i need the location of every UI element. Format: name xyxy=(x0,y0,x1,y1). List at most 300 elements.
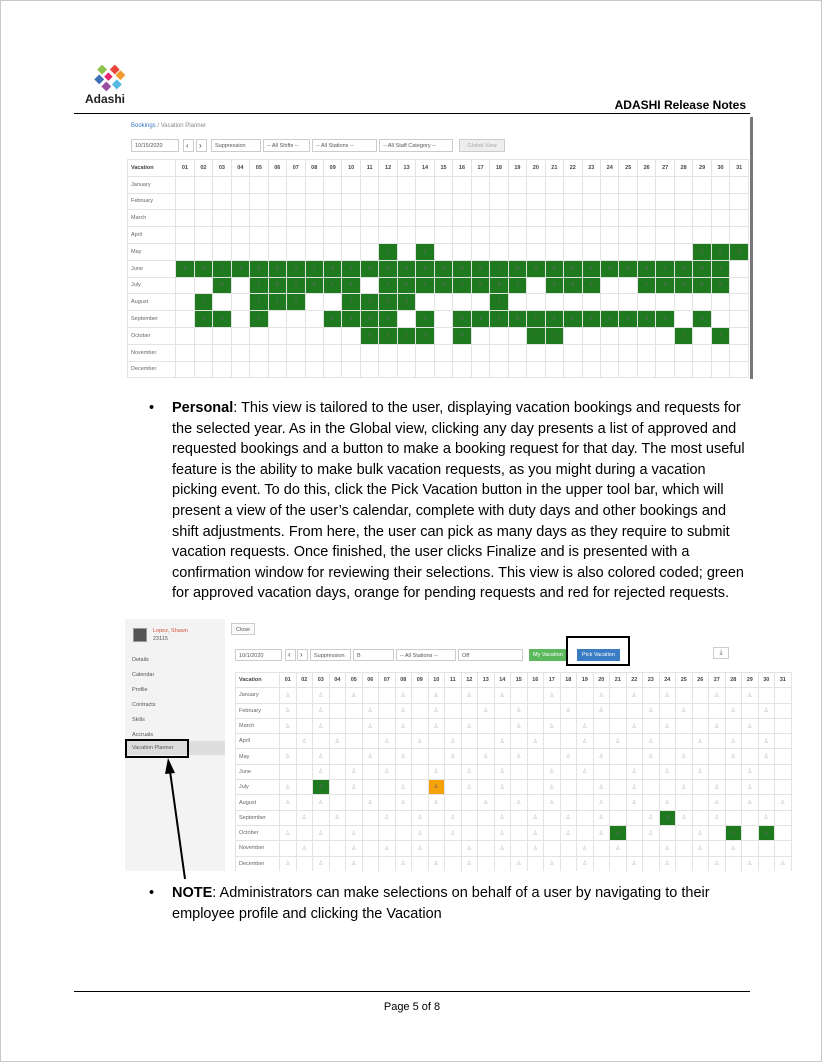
day-cell[interactable] xyxy=(626,749,643,764)
day-cell[interactable] xyxy=(379,795,396,810)
day-cell[interactable] xyxy=(560,841,577,856)
booking-count-cell[interactable]: 8 xyxy=(564,277,582,294)
booking-count-cell[interactable]: 1 xyxy=(656,260,674,277)
day-cell[interactable] xyxy=(453,344,471,361)
duty-day-cell[interactable] xyxy=(643,749,660,764)
day-cell[interactable] xyxy=(511,810,528,825)
booking-count-cell[interactable]: 3 xyxy=(342,294,360,311)
day-cell[interactable] xyxy=(490,210,508,227)
day-cell[interactable] xyxy=(527,856,544,871)
booking-count-cell[interactable]: 1 xyxy=(508,277,526,294)
day-cell[interactable] xyxy=(434,193,452,210)
day-cell[interactable] xyxy=(379,176,397,193)
day-cell[interactable] xyxy=(619,227,637,244)
duty-day-cell[interactable] xyxy=(659,856,676,871)
day-cell[interactable] xyxy=(445,795,462,810)
day-cell[interactable] xyxy=(428,810,445,825)
duty-day-cell[interactable] xyxy=(313,703,330,718)
booking-count-cell[interactable]: 8 xyxy=(545,260,563,277)
day-cell[interactable] xyxy=(323,294,341,311)
status-select[interactable]: Off xyxy=(458,649,523,661)
day-cell[interactable] xyxy=(360,277,378,294)
day-cell[interactable] xyxy=(711,193,729,210)
day-cell[interactable] xyxy=(412,688,429,703)
day-cell[interactable] xyxy=(626,841,643,856)
day-cell[interactable] xyxy=(619,327,637,344)
day-cell[interactable] xyxy=(416,227,434,244)
day-cell[interactable] xyxy=(693,294,711,311)
booking-count-cell[interactable]: 1 xyxy=(416,277,434,294)
day-cell[interactable] xyxy=(619,210,637,227)
day-cell[interactable] xyxy=(527,344,545,361)
day-cell[interactable] xyxy=(692,703,709,718)
day-cell[interactable] xyxy=(268,243,286,260)
booking-count-cell[interactable]: 1 xyxy=(250,311,268,328)
day-cell[interactable] xyxy=(397,344,415,361)
day-cell[interactable] xyxy=(637,193,655,210)
day-cell[interactable] xyxy=(296,856,313,871)
booking-count-cell[interactable]: 4 xyxy=(416,260,434,277)
duty-day-cell[interactable] xyxy=(560,749,577,764)
day-cell[interactable] xyxy=(176,210,194,227)
day-cell[interactable] xyxy=(709,825,726,840)
day-cell[interactable] xyxy=(471,344,489,361)
day-cell[interactable] xyxy=(471,327,489,344)
duty-day-cell[interactable] xyxy=(659,841,676,856)
day-cell[interactable] xyxy=(560,718,577,733)
booking-count-cell[interactable]: 2 xyxy=(213,277,231,294)
day-cell[interactable] xyxy=(342,227,360,244)
duty-day-cell[interactable] xyxy=(494,780,511,795)
booking-count-cell[interactable]: 1 xyxy=(527,327,545,344)
day-cell[interactable] xyxy=(471,294,489,311)
day-cell[interactable] xyxy=(582,176,600,193)
day-cell[interactable] xyxy=(397,361,415,378)
day-cell[interactable] xyxy=(323,193,341,210)
duty-day-cell[interactable] xyxy=(643,825,660,840)
day-cell[interactable] xyxy=(610,718,627,733)
day-cell[interactable] xyxy=(412,749,429,764)
shift-select[interactable]: B xyxy=(353,649,394,661)
day-cell[interactable] xyxy=(676,795,693,810)
day-cell[interactable] xyxy=(490,344,508,361)
duty-day-cell[interactable] xyxy=(511,718,528,733)
day-cell[interactable] xyxy=(643,764,660,779)
day-cell[interactable] xyxy=(323,344,341,361)
booking-count-cell[interactable]: 2 xyxy=(416,243,434,260)
day-cell[interactable] xyxy=(428,841,445,856)
day-cell[interactable] xyxy=(379,780,396,795)
day-cell[interactable] xyxy=(527,243,545,260)
day-cell[interactable] xyxy=(280,810,297,825)
day-cell[interactable] xyxy=(360,227,378,244)
day-cell[interactable] xyxy=(360,193,378,210)
duty-day-cell[interactable] xyxy=(626,795,643,810)
booking-count-cell[interactable]: 3 xyxy=(453,311,471,328)
booking-count-cell[interactable]: 9 xyxy=(527,260,545,277)
day-cell[interactable] xyxy=(416,176,434,193)
day-cell[interactable] xyxy=(527,361,545,378)
duty-day-cell[interactable] xyxy=(593,780,610,795)
booking-count-cell[interactable]: 4 xyxy=(674,277,692,294)
booking-count-cell[interactable]: 3 xyxy=(194,260,212,277)
day-cell[interactable] xyxy=(544,734,561,749)
day-cell[interactable] xyxy=(478,825,495,840)
day-cell[interactable] xyxy=(508,176,526,193)
day-cell[interactable] xyxy=(445,780,462,795)
booking-count-cell[interactable]: 3 xyxy=(434,277,452,294)
day-cell[interactable] xyxy=(342,361,360,378)
day-cell[interactable] xyxy=(656,327,674,344)
day-cell[interactable] xyxy=(577,780,594,795)
duty-day-cell[interactable] xyxy=(742,764,759,779)
duty-day-cell[interactable] xyxy=(346,856,363,871)
duty-day-cell[interactable] xyxy=(577,718,594,733)
day-cell[interactable] xyxy=(544,810,561,825)
day-cell[interactable] xyxy=(346,718,363,733)
day-cell[interactable] xyxy=(176,176,194,193)
day-cell[interactable] xyxy=(494,749,511,764)
day-cell[interactable] xyxy=(362,688,379,703)
day-cell[interactable] xyxy=(379,210,397,227)
day-cell[interactable] xyxy=(280,841,297,856)
day-cell[interactable] xyxy=(305,193,323,210)
day-cell[interactable] xyxy=(453,210,471,227)
day-cell[interactable] xyxy=(176,311,194,328)
day-cell[interactable] xyxy=(176,193,194,210)
day-cell[interactable] xyxy=(194,277,212,294)
day-cell[interactable] xyxy=(412,795,429,810)
day-cell[interactable] xyxy=(637,361,655,378)
day-cell[interactable] xyxy=(711,294,729,311)
booking-count-cell[interactable]: 3 xyxy=(231,260,249,277)
day-cell[interactable] xyxy=(360,176,378,193)
day-cell[interactable] xyxy=(379,193,397,210)
day-cell[interactable] xyxy=(416,210,434,227)
day-cell[interactable] xyxy=(676,688,693,703)
day-cell[interactable] xyxy=(453,361,471,378)
day-cell[interactable] xyxy=(527,749,544,764)
pick-vacation-button[interactable]: Pick Vacation xyxy=(577,649,620,661)
day-cell[interactable] xyxy=(711,227,729,244)
day-cell[interactable] xyxy=(313,810,330,825)
stations-select[interactable]: -- All Stations -- xyxy=(396,649,456,661)
duty-day-cell[interactable] xyxy=(659,764,676,779)
day-cell[interactable] xyxy=(643,688,660,703)
day-cell[interactable] xyxy=(643,841,660,856)
day-cell[interactable] xyxy=(287,327,305,344)
day-cell[interactable] xyxy=(742,825,759,840)
duty-day-cell[interactable] xyxy=(709,718,726,733)
duty-day-cell[interactable] xyxy=(478,749,495,764)
day-cell[interactable] xyxy=(490,361,508,378)
approved-vacation-cell[interactable] xyxy=(725,825,742,840)
booking-count-cell[interactable]: 3 xyxy=(287,294,305,311)
duty-day-cell[interactable] xyxy=(544,780,561,795)
duty-day-cell[interactable] xyxy=(346,825,363,840)
day-cell[interactable] xyxy=(564,327,582,344)
day-cell[interactable] xyxy=(659,734,676,749)
day-cell[interactable] xyxy=(577,688,594,703)
day-cell[interactable] xyxy=(478,780,495,795)
day-cell[interactable] xyxy=(656,344,674,361)
day-cell[interactable] xyxy=(362,780,379,795)
duty-day-cell[interactable] xyxy=(659,718,676,733)
day-cell[interactable] xyxy=(601,210,619,227)
booking-count-cell[interactable]: 1 xyxy=(305,260,323,277)
day-cell[interactable] xyxy=(692,688,709,703)
day-cell[interactable] xyxy=(342,210,360,227)
duty-day-cell[interactable] xyxy=(313,825,330,840)
duty-day-cell[interactable] xyxy=(412,734,429,749)
duty-day-cell[interactable] xyxy=(280,749,297,764)
booking-count-cell[interactable]: 3 xyxy=(582,311,600,328)
day-cell[interactable] xyxy=(527,795,544,810)
duty-day-cell[interactable] xyxy=(379,764,396,779)
duty-day-cell[interactable] xyxy=(445,734,462,749)
booking-count-cell[interactable]: 1 xyxy=(545,311,563,328)
day-cell[interactable] xyxy=(758,841,775,856)
day-cell[interactable] xyxy=(577,810,594,825)
day-cell[interactable] xyxy=(329,703,346,718)
day-cell[interactable] xyxy=(461,810,478,825)
day-cell[interactable] xyxy=(412,780,429,795)
day-cell[interactable] xyxy=(194,193,212,210)
date-input[interactable]: 10/1/2020 xyxy=(235,649,282,661)
duty-day-cell[interactable] xyxy=(280,856,297,871)
day-cell[interactable] xyxy=(730,327,749,344)
booking-count-cell[interactable]: 6 xyxy=(434,260,452,277)
day-cell[interactable] xyxy=(453,193,471,210)
booking-count-cell[interactable]: 2 xyxy=(601,260,619,277)
day-cell[interactable] xyxy=(434,294,452,311)
duty-day-cell[interactable] xyxy=(412,841,429,856)
pending-request-cell[interactable] xyxy=(428,780,445,795)
booking-count-cell[interactable]: 1 xyxy=(564,311,582,328)
duty-day-cell[interactable] xyxy=(692,764,709,779)
day-cell[interactable] xyxy=(379,825,396,840)
day-cell[interactable] xyxy=(527,294,545,311)
day-cell[interactable] xyxy=(775,841,792,856)
day-cell[interactable] xyxy=(775,810,792,825)
type-select[interactable]: Suppression xyxy=(310,649,351,661)
day-cell[interactable] xyxy=(730,210,749,227)
day-cell[interactable] xyxy=(268,344,286,361)
day-cell[interactable] xyxy=(610,764,627,779)
day-cell[interactable] xyxy=(725,718,742,733)
shifts-select[interactable]: -- All Shifts -- xyxy=(263,139,310,152)
day-cell[interactable] xyxy=(610,780,627,795)
duty-day-cell[interactable] xyxy=(577,734,594,749)
day-cell[interactable] xyxy=(296,688,313,703)
duty-day-cell[interactable] xyxy=(643,734,660,749)
duty-day-cell[interactable] xyxy=(280,688,297,703)
duty-day-cell[interactable] xyxy=(659,795,676,810)
day-cell[interactable] xyxy=(545,193,563,210)
duty-day-cell[interactable] xyxy=(593,825,610,840)
day-cell[interactable] xyxy=(231,327,249,344)
day-cell[interactable] xyxy=(545,294,563,311)
day-cell[interactable] xyxy=(305,210,323,227)
day-cell[interactable] xyxy=(564,294,582,311)
day-cell[interactable] xyxy=(619,243,637,260)
day-cell[interactable] xyxy=(637,210,655,227)
day-cell[interactable] xyxy=(601,193,619,210)
day-cell[interactable] xyxy=(527,227,545,244)
day-cell[interactable] xyxy=(692,856,709,871)
duty-day-cell[interactable] xyxy=(709,688,726,703)
day-cell[interactable] xyxy=(775,688,792,703)
day-cell[interactable] xyxy=(360,361,378,378)
booking-count-cell[interactable]: 5 xyxy=(397,277,415,294)
day-cell[interactable] xyxy=(231,311,249,328)
day-cell[interactable] xyxy=(395,841,412,856)
day-cell[interactable] xyxy=(490,176,508,193)
sidebar-item-profile[interactable]: Profile xyxy=(132,687,148,693)
day-cell[interactable] xyxy=(305,176,323,193)
day-cell[interactable] xyxy=(643,780,660,795)
duty-day-cell[interactable] xyxy=(428,856,445,871)
booking-count-cell[interactable]: 1 xyxy=(471,311,489,328)
day-cell[interactable] xyxy=(250,361,268,378)
day-cell[interactable] xyxy=(268,176,286,193)
day-cell[interactable] xyxy=(397,210,415,227)
booking-count-cell[interactable]: 2 xyxy=(416,327,434,344)
day-cell[interactable] xyxy=(659,825,676,840)
day-cell[interactable] xyxy=(471,227,489,244)
day-cell[interactable] xyxy=(643,795,660,810)
duty-day-cell[interactable] xyxy=(725,703,742,718)
day-cell[interactable] xyxy=(725,795,742,810)
day-cell[interactable] xyxy=(610,749,627,764)
day-cell[interactable] xyxy=(674,243,692,260)
day-cell[interactable] xyxy=(544,825,561,840)
day-cell[interactable] xyxy=(674,311,692,328)
day-cell[interactable] xyxy=(711,176,729,193)
duty-day-cell[interactable] xyxy=(709,795,726,810)
day-cell[interactable] xyxy=(296,780,313,795)
duty-day-cell[interactable] xyxy=(395,749,412,764)
duty-day-cell[interactable] xyxy=(280,703,297,718)
day-cell[interactable] xyxy=(674,344,692,361)
day-cell[interactable] xyxy=(626,810,643,825)
duty-day-cell[interactable] xyxy=(511,856,528,871)
duty-day-cell[interactable] xyxy=(313,856,330,871)
day-cell[interactable] xyxy=(582,344,600,361)
day-cell[interactable] xyxy=(268,327,286,344)
duty-day-cell[interactable] xyxy=(742,856,759,871)
booking-count-cell[interactable]: 5 xyxy=(711,277,729,294)
day-cell[interactable] xyxy=(730,294,749,311)
duty-day-cell[interactable] xyxy=(758,703,775,718)
booking-count-cell[interactable]: 7 xyxy=(213,260,231,277)
day-cell[interactable] xyxy=(305,327,323,344)
booking-count-cell[interactable]: 2 xyxy=(360,327,378,344)
duty-day-cell[interactable] xyxy=(725,841,742,856)
day-cell[interactable] xyxy=(742,734,759,749)
day-cell[interactable] xyxy=(346,810,363,825)
duty-day-cell[interactable] xyxy=(494,688,511,703)
day-cell[interactable] xyxy=(434,210,452,227)
duty-day-cell[interactable] xyxy=(544,718,561,733)
day-cell[interactable] xyxy=(329,749,346,764)
day-cell[interactable] xyxy=(693,193,711,210)
duty-day-cell[interactable] xyxy=(296,841,313,856)
day-cell[interactable] xyxy=(775,718,792,733)
day-cell[interactable] xyxy=(176,327,194,344)
day-cell[interactable] xyxy=(176,361,194,378)
duty-day-cell[interactable] xyxy=(313,764,330,779)
duty-day-cell[interactable] xyxy=(313,795,330,810)
day-cell[interactable] xyxy=(194,327,212,344)
day-cell[interactable] xyxy=(360,243,378,260)
staff-category-select[interactable]: -- All Staff Category -- xyxy=(379,139,453,152)
day-cell[interactable] xyxy=(560,795,577,810)
duty-day-cell[interactable] xyxy=(395,703,412,718)
day-cell[interactable] xyxy=(194,210,212,227)
day-cell[interactable] xyxy=(213,227,231,244)
day-cell[interactable] xyxy=(250,227,268,244)
day-cell[interactable] xyxy=(637,294,655,311)
day-cell[interactable] xyxy=(582,294,600,311)
day-cell[interactable] xyxy=(471,361,489,378)
booking-count-cell[interactable]: 1 xyxy=(545,327,563,344)
day-cell[interactable] xyxy=(329,764,346,779)
day-cell[interactable] xyxy=(544,841,561,856)
day-cell[interactable] xyxy=(379,856,396,871)
day-cell[interactable] xyxy=(362,841,379,856)
day-cell[interactable] xyxy=(434,344,452,361)
day-cell[interactable] xyxy=(323,176,341,193)
day-cell[interactable] xyxy=(434,327,452,344)
day-cell[interactable] xyxy=(564,243,582,260)
booking-count-cell[interactable]: 1 xyxy=(250,277,268,294)
day-cell[interactable] xyxy=(305,311,323,328)
day-cell[interactable] xyxy=(305,294,323,311)
duty-day-cell[interactable] xyxy=(428,795,445,810)
day-cell[interactable] xyxy=(494,795,511,810)
day-cell[interactable] xyxy=(742,841,759,856)
booking-count-cell[interactable]: 3 xyxy=(379,294,397,311)
booking-count-cell[interactable]: 3 xyxy=(360,311,378,328)
day-cell[interactable] xyxy=(619,344,637,361)
duty-day-cell[interactable] xyxy=(395,856,412,871)
approved-vacation-cell[interactable] xyxy=(659,810,676,825)
day-cell[interactable] xyxy=(250,193,268,210)
day-cell[interactable] xyxy=(231,210,249,227)
day-cell[interactable] xyxy=(711,344,729,361)
day-cell[interactable] xyxy=(626,825,643,840)
day-cell[interactable] xyxy=(560,764,577,779)
booking-count-cell[interactable]: 2 xyxy=(693,243,711,260)
day-cell[interactable] xyxy=(674,294,692,311)
booking-count-cell[interactable]: 1 xyxy=(342,311,360,328)
day-cell[interactable] xyxy=(342,344,360,361)
booking-count-cell[interactable]: 4 xyxy=(490,277,508,294)
duty-day-cell[interactable] xyxy=(445,749,462,764)
day-cell[interactable] xyxy=(676,734,693,749)
day-cell[interactable] xyxy=(582,193,600,210)
day-cell[interactable] xyxy=(445,856,462,871)
day-cell[interactable] xyxy=(305,344,323,361)
day-cell[interactable] xyxy=(329,688,346,703)
day-cell[interactable] xyxy=(758,780,775,795)
day-cell[interactable] xyxy=(362,764,379,779)
duty-day-cell[interactable] xyxy=(445,825,462,840)
booking-count-cell[interactable]: 2 xyxy=(545,277,563,294)
day-cell[interactable] xyxy=(231,243,249,260)
booking-count-cell[interactable]: 1 xyxy=(637,277,655,294)
